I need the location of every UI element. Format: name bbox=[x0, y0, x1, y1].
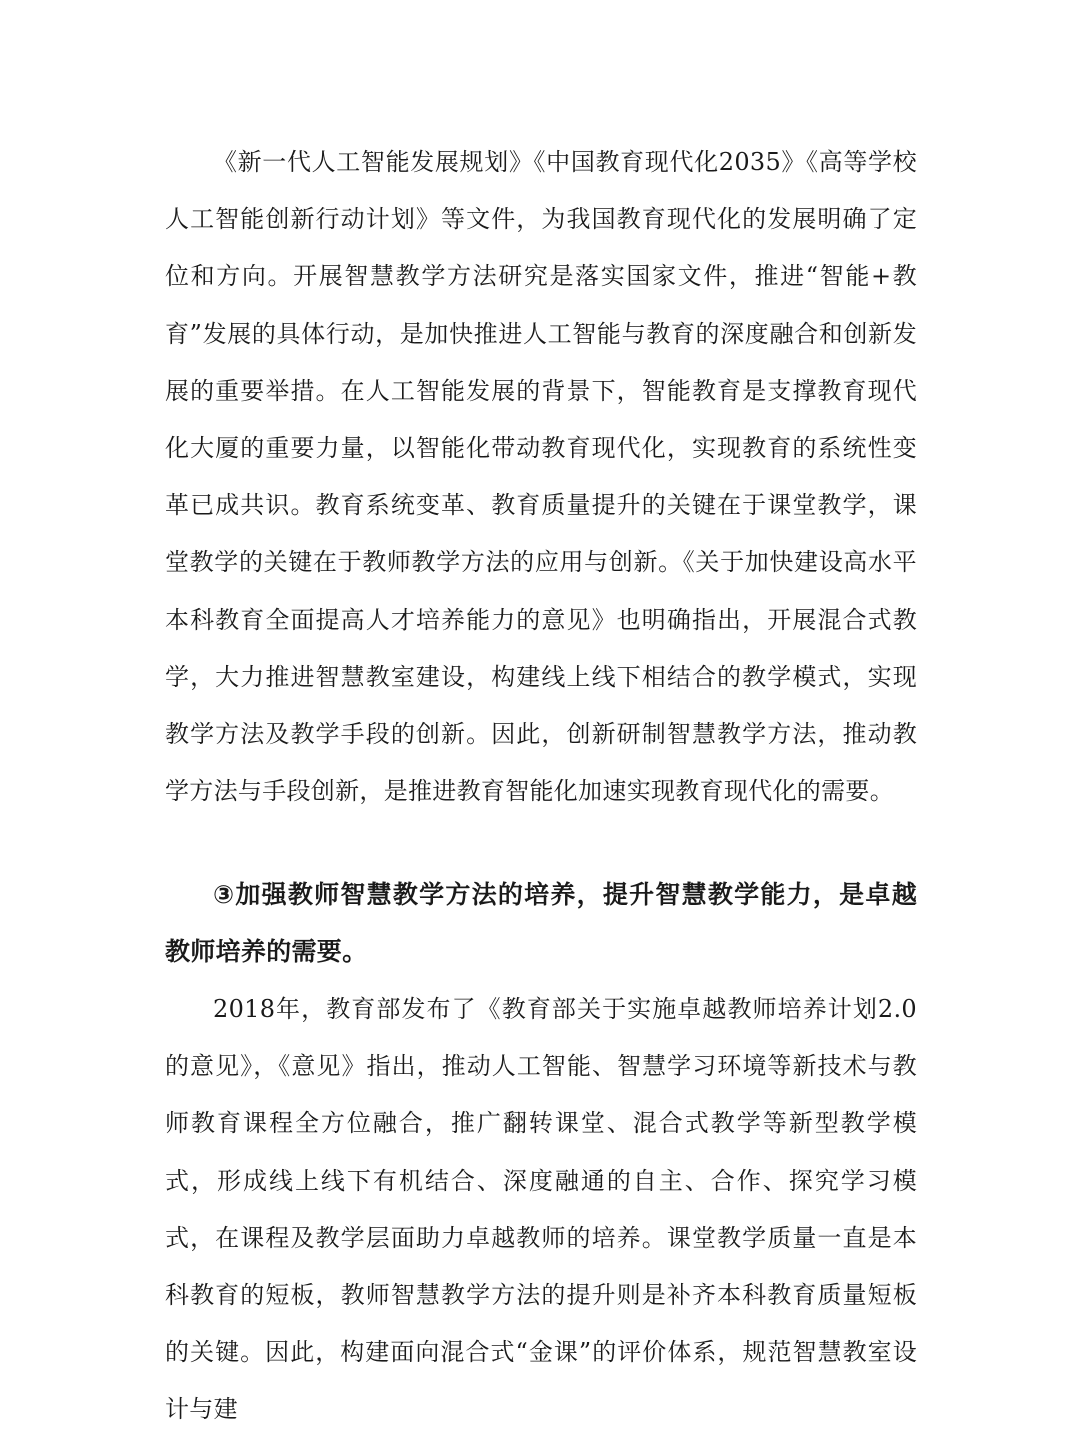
section-heading: ③加强教师智慧教学方法的培养，提升智慧教学能力，是卓越教师培养的需要。 bbox=[165, 880, 917, 967]
body-paragraph: 2018年，教育部发布了《教育部关于实施卓越教师培养计划2.0的意见》，《意见》指出，推动人工智能、智慧学习环境等新技术与教师教育课程全方位融合，推广翻转课堂、混合式教学等新型教学模式，形成线上线下有机结合、深度融通的自主、合作、探究学习模式，在课程及教学层面助力卓越教师的培养。课堂教学质量一直是本科教育的短板，教师智慧教学方法的提升则是补齐本科教育质量短板的关键。因此，构建面向混合式“金课”的评价体系，规范智慧教室设计与建 bbox=[165, 995, 917, 1424]
body-paragraph: 《新一代人工智能发展规划》《中国教育现代化2035》《高等学校人工智能创新行动计划》等文件，为我国教育现代化的发展明确了定位和方向。开展智慧教学方法研究是落实国家文件，推进“智能+教育”发展的具体行动，是加快推进人工智能与教育的深度融合和创新发展的重要举措。在人工智能发展的背景下，智能教育是支撑教育现代化大厦的重要力量，以智能化带动教育现代化，实现教育的系统性变革已成共识。教育系统变革、教育质量提升的关键在于课堂教学，课堂教学的关键在于教师教学方法的应用与创新。《关于加快建设高水平本科教育全面提高人才培养能力的意见》也明确指出，开展混合式教学，大力推进智慧教室建设，构建线上线下相结合的教学模式，实现教学方法及教学手段的创新。因此，创新研制智慧教学方法，推动教学方法与手段创新，是推进教育智能化加速实现教育现代化的需要。 bbox=[165, 148, 917, 806]
